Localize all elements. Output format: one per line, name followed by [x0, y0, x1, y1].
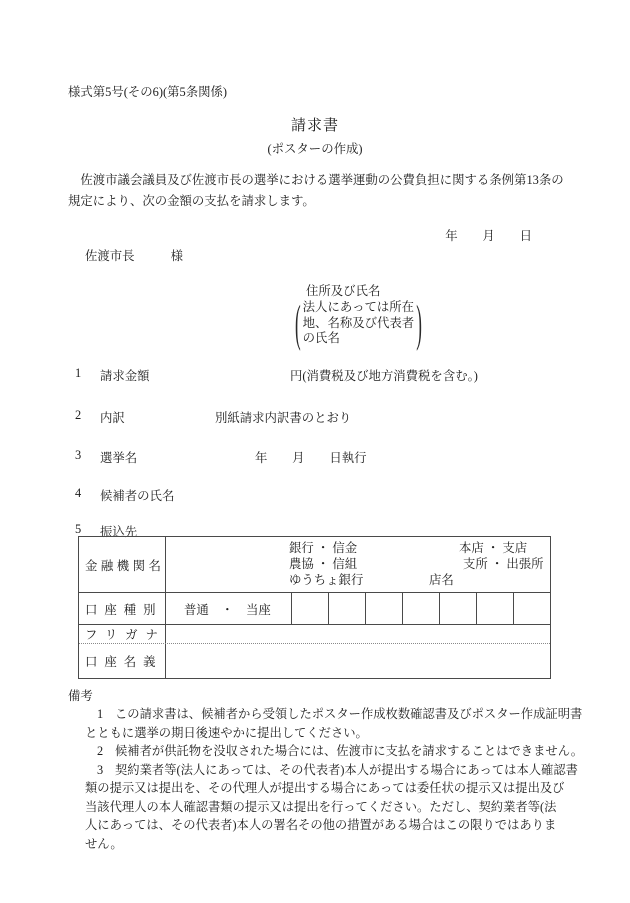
- furigana-label: フリガナ: [79, 625, 166, 643]
- document-title: 請求書: [290, 118, 339, 134]
- item-number: 4: [75, 486, 82, 500]
- branch-name-label: 店名: [429, 573, 454, 588]
- intro-line: 規定により、次の金額の支払を請求します。: [68, 194, 315, 208]
- table-row-account-type: [79, 592, 550, 624]
- note-number: 2: [97, 744, 104, 758]
- item-value: 年 月 日執行: [255, 451, 367, 465]
- item-label: 振込先: [100, 525, 138, 539]
- left-parenthesis-glyph: (: [295, 294, 301, 352]
- account-name-label: 口座名義: [79, 644, 166, 678]
- bank-type-options: 銀行 ・ 信金 農協 ・ 信組 ゆうちょ銀行: [289, 541, 364, 588]
- remark-note-1: 1 この請求書は、候補者から受領したポスター作成枚数確認書及びポスター作成証明書 とともに選挙の期日後速やかに提出してください。: [85, 707, 583, 740]
- item-label: 請求金額: [100, 369, 150, 383]
- account-number-cell: [439, 593, 476, 624]
- addressee-row: [85, 246, 183, 264]
- account-number-cell: [402, 593, 439, 624]
- item-election-name: [68, 448, 562, 464]
- item-claim-amount: [68, 366, 562, 382]
- bank-name-label: 金融機関名: [79, 537, 166, 592]
- account-type-cell: [166, 593, 550, 624]
- note-number: 3: [97, 762, 104, 777]
- item-label: 選挙名: [100, 451, 138, 465]
- account-number-cell: [476, 593, 513, 624]
- intro-line: 佐渡市議会議員及び佐渡市長の選挙における選挙運動の公費負担に関する条例第13条の: [68, 173, 564, 187]
- date-line: 年 月 日: [445, 229, 532, 243]
- bank-transfer-table: [78, 536, 551, 679]
- item-number: 3: [75, 448, 82, 462]
- item-breakdown: [68, 408, 562, 424]
- bank-name-cell: [166, 537, 550, 592]
- branch-type-options: 本店 ・ 支店 支所 ・ 出張所 店名: [429, 541, 544, 588]
- item-label: 候補者の氏名: [100, 489, 175, 503]
- account-number-cell: [328, 593, 365, 624]
- furigana-cell: [166, 625, 550, 643]
- item-candidate-name: [68, 486, 562, 502]
- item-value: 別紙請求内訳書のとおり: [215, 411, 352, 425]
- remarks-section: [68, 687, 584, 853]
- remark-note-2: 2 候補者が供託物を没収された場合には、佐渡市に支払を請求することはできません。: [68, 742, 568, 761]
- remark-note-3: 3 契約業者等(法人にあっては、その代表者)本人が提出する場合にあっては本人確認書 類の提示又は提出を、その代理人が提出する場合にあっては委任状の提示又は提出及び 当該代理人の本人確認書類の提示又は提出を行ってください。ただし、契約業者等(法 人にあっては、その代表者)本人の署名その他の措置がある場合はこの限りではありま せん。: [85, 762, 578, 851]
- table-row-furigana: [79, 624, 550, 644]
- account-name-cell: [166, 644, 550, 678]
- remarks-heading: 備考: [68, 689, 93, 703]
- note-number: 1: [97, 707, 104, 721]
- item-label: 内訳: [100, 411, 125, 425]
- form-number: 様式第5号(その6)(第5条関係): [68, 85, 227, 99]
- table-row-bank-name: [79, 537, 550, 592]
- intro-paragraph: [68, 170, 564, 212]
- addressee: 佐渡市長: [85, 249, 135, 263]
- account-number-cell: [513, 593, 550, 624]
- document-subtitle: (ポスターの作成): [267, 142, 363, 156]
- item-number: 1: [75, 366, 82, 380]
- addressee-honorific: 様: [170, 249, 183, 263]
- right-parenthesis-glyph: ): [416, 294, 422, 352]
- table-row-account-name: [79, 644, 550, 678]
- account-type-label: 口座種別: [79, 593, 166, 624]
- address-note-lines: 法人にあっては所在 地、名称及び代表者 の氏名: [302, 300, 415, 346]
- item-value: 円(消費税及び地方消費税を含む。): [290, 369, 478, 383]
- account-number-cell: [291, 593, 328, 624]
- account-type-options: 普通 ・ 当座: [184, 602, 271, 617]
- item-number: 5: [75, 522, 82, 536]
- address-corporate-note: [295, 294, 422, 352]
- account-number-cell: [365, 593, 402, 624]
- item-number: 2: [75, 408, 82, 422]
- address-name-block: [295, 281, 422, 352]
- address-name-label: 住所及び氏名: [306, 284, 381, 298]
